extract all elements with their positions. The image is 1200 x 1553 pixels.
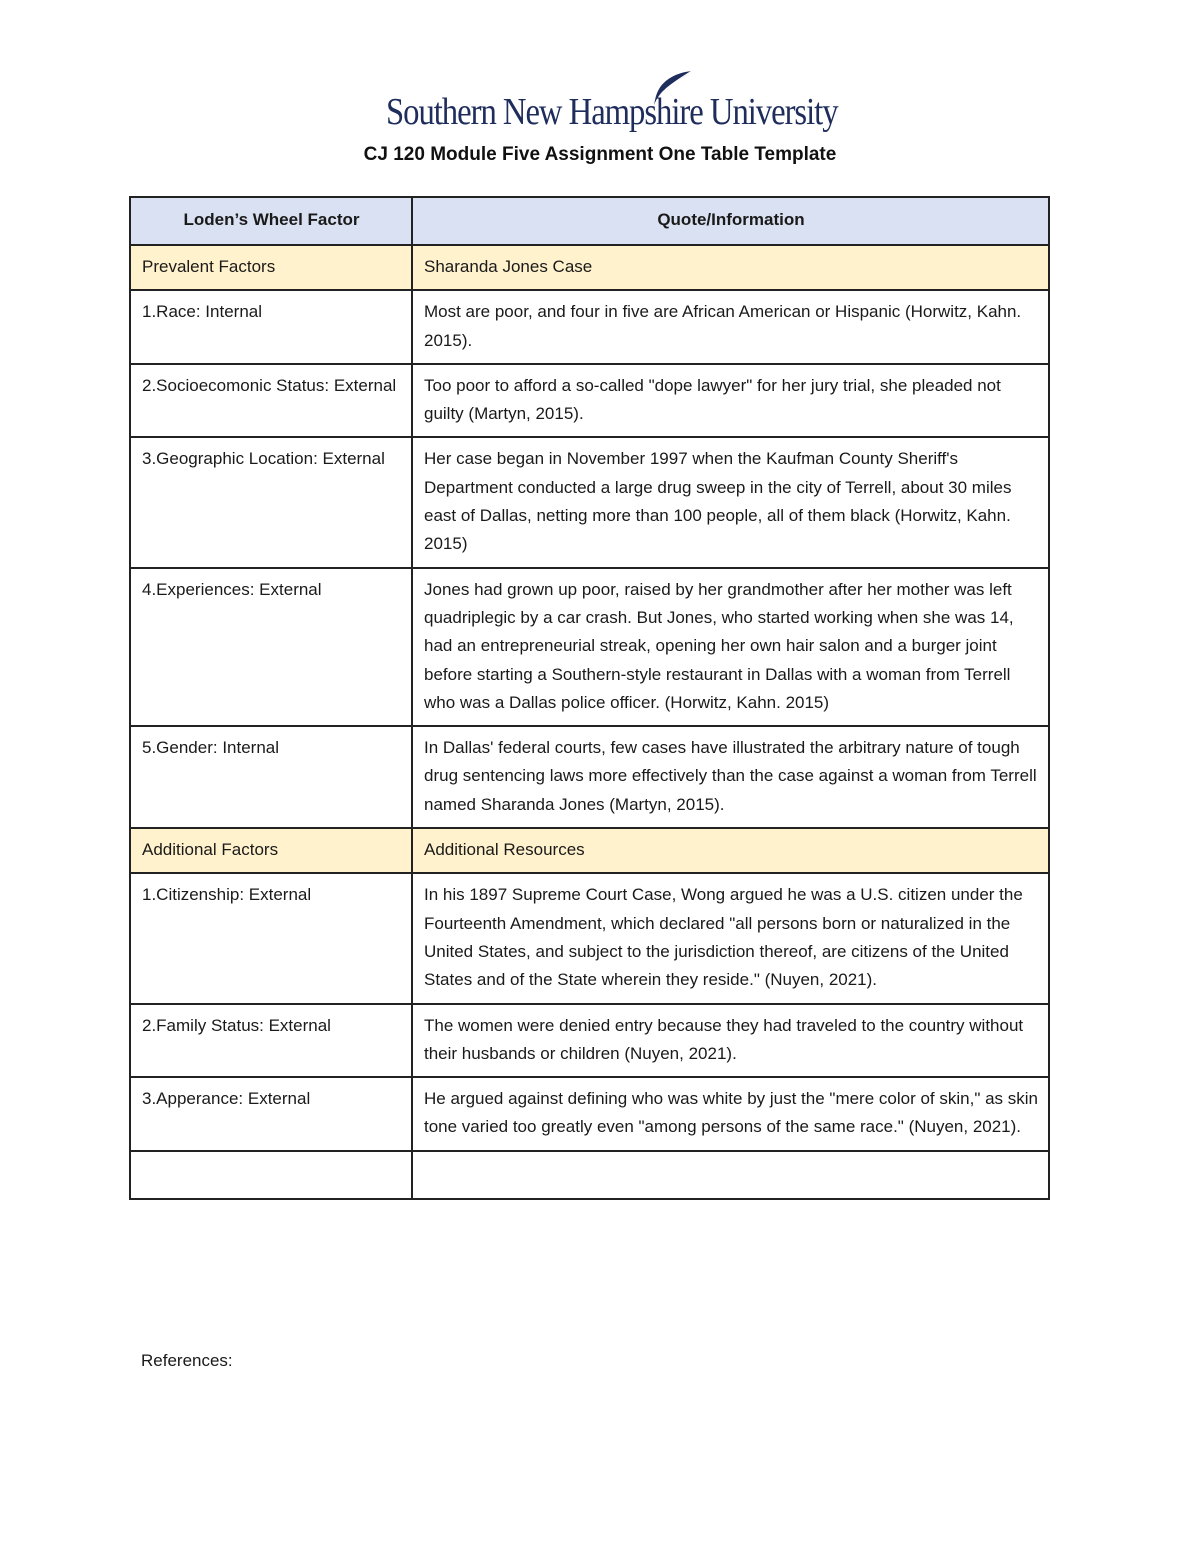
table-row (130, 290, 1049, 364)
logo-wordmark: Southern New Hampshire University (386, 91, 838, 133)
section-info: Additional Resources (412, 828, 1049, 873)
table-row (130, 1004, 1049, 1078)
quote-cell: Jones had grown up poor, raised by her grandmother after her mother was left quadriplegic by a car crash. But Jones, who started working when she was 14, had an entrepreneurial streak, opening her own hair salon and a burger joint before starting a Southern-style restaurant in Dallas with a woman from Terrell who was a Dallas police officer. (Horwitz, Kahn. 2015) (412, 568, 1049, 726)
section-label: Prevalent Factors (130, 245, 412, 290)
quote-cell: Her case began in November 1997 when the Kaufman County Sheriff's Department conducted a large drug sweep in the city of Terrell, about 30 miles east of Dallas, netting more than 100 people, all of them black (Horwitz, Kahn. 2015) (412, 437, 1049, 567)
quote-cell: Too poor to afford a so-called "dope lawyer" for her jury trial, she pleaded not guilty (Martyn, 2015). (412, 364, 1049, 438)
factor-cell: 3.Geographic Location: External (130, 437, 412, 567)
empty-row (130, 1151, 1049, 1199)
factor-cell: 2.Socioecomonic Status: External (130, 364, 412, 438)
factor-cell: 5.Gender: Internal (130, 726, 412, 828)
header-factor: Loden’s Wheel Factor (130, 197, 412, 245)
section-info: Sharanda Jones Case (412, 245, 1049, 290)
header-quote: Quote/Information (412, 197, 1049, 245)
factor-cell: 1.Citizenship: External (130, 873, 412, 1003)
table-row (130, 1077, 1049, 1151)
references-label: References: (141, 1351, 233, 1370)
table-row (130, 437, 1049, 567)
table-row (130, 873, 1049, 1003)
table-row (130, 364, 1049, 438)
factor-cell: 2.Family Status: External (130, 1004, 412, 1078)
factor-cell: 1.Race: Internal (130, 290, 412, 364)
document-title: CJ 120 Module Five Assignment One Table Template (363, 144, 837, 165)
quote-cell: In Dallas' federal courts, few cases have illustrated the arbitrary nature of tough drug sentencing laws more effectively than the case against a woman from Terrell named Sharanda Jones (Martyn, 2015). (412, 726, 1049, 828)
section-row-prevalent (130, 245, 1049, 290)
table-row (130, 568, 1049, 726)
table-row (130, 726, 1049, 828)
quote-cell: In his 1897 Supreme Court Case, Wong argued he was a U.S. citizen under the Fourteenth Amendment, which declared "all persons born or naturalized in the United States, and subject to the jurisdiction thereof, are citizens of the United States and of the State wherein they reside." (Nuyen, 2021). (412, 873, 1049, 1003)
factor-cell: 4.Experiences: External (130, 568, 412, 726)
empty-cell (130, 1151, 412, 1199)
section-row-additional (130, 828, 1049, 873)
quote-cell: He argued against defining who was white by just the "mere color of skin," as skin tone varied too greatly even "among persons of the same race." (Nuyen, 2021). (412, 1077, 1049, 1151)
empty-cell (412, 1151, 1049, 1199)
loden-wheel-table (129, 196, 1050, 1200)
quote-cell: Most are poor, and four in five are African American or Hispanic (Horwitz, Kahn. 2015). (412, 290, 1049, 364)
quote-cell: The women were denied entry because they had traveled to the country without their husbands or children (Nuyen, 2021). (412, 1004, 1049, 1078)
university-logo (386, 70, 838, 136)
section-label: Additional Factors (130, 828, 412, 873)
factor-cell: 3.Apperance: External (130, 1077, 412, 1151)
table-header-row (130, 197, 1049, 245)
